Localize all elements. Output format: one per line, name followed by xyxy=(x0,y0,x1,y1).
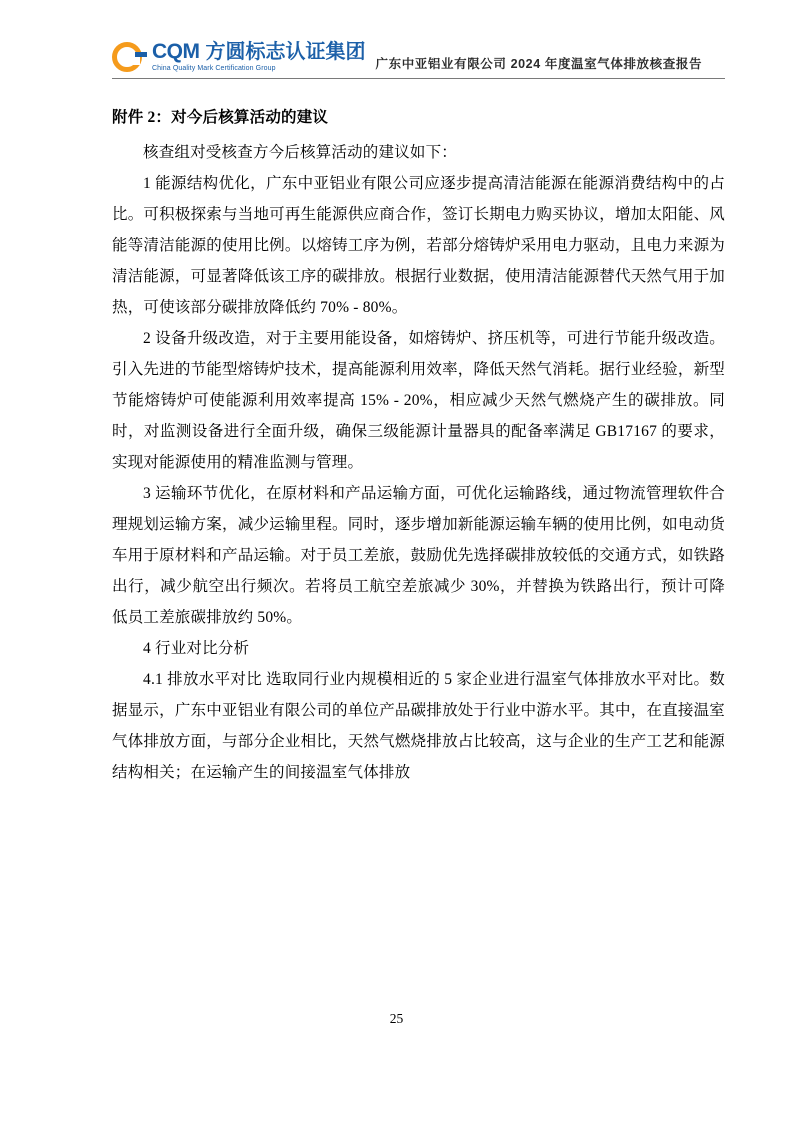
logo-company-en: China Quality Mark Certification Group xyxy=(152,65,276,73)
logo-abbr: CQM xyxy=(152,40,200,64)
logo-company-cn: 方圆标志认证集团 xyxy=(205,41,366,64)
running-title: 广东中亚铝业有限公司 2024 年度温室气体排放核查报告 xyxy=(375,57,703,71)
header-divider xyxy=(112,78,725,79)
subsection-heading-4: 4 行业对比分析 xyxy=(143,640,250,657)
page-number: 25 xyxy=(389,1011,404,1026)
cqm-logo xyxy=(112,40,366,74)
section-title: 附件 2：对今后核算活动的建议 xyxy=(112,109,329,126)
paragraph-intro: 核查组对受核查方今后核算活动的建议如下： xyxy=(143,144,458,161)
paragraph-2: 2 设备升级改造，对于主要用能设备，如熔铸炉、挤压机等，可进行节能升级改造。引入先进的节能型熔铸炉技术，提高能源利用效率，降低天然气消耗。据行业经验，新型节能熔铸炉可使能源利用效率提高 15% - 20%，相应减少天然气燃烧产生的碳排放。同时，对监测设备进行全面升级，确保三级能源计量器具的配备率满足 GB17167 的要求，实现对能源使用的精准监测与管理。 xyxy=(112,330,725,471)
paragraph-1: 1 能源结构优化，广东中亚铝业有限公司应逐步提高清洁能源在能源消费结构中的占比。可积极探索与当地可再生能源供应商合作，签订长期电力购买协议，增加太阳能、风能等清洁能源的使用比例。以熔铸工序为例，若部分熔铸炉采用电力驱动，且电力来源为清洁能源，可显著降低该工序的碳排放。根据行业数据，使用清洁能源替代天然气用于加热，可使该部分碳排放降低约 70% - 80%。 xyxy=(112,175,725,316)
paragraph-4-1: 4.1 排放水平对比 选取同行业内规模相近的 5 家企业进行温室气体排放水平对比。数据显示，广东中亚铝业有限公司的单位产品碳排放处于行业中游水平。其中，在直接温室气体排放方面，与部分企业相比，天然气燃烧排放占比较高，这与企业的生产工艺和能源结构相关；在运输产生的间接温室气体排放 xyxy=(112,671,725,781)
page-header xyxy=(112,26,725,78)
document-body xyxy=(112,96,725,788)
cqm-logo-mark-icon xyxy=(112,40,146,74)
paragraph-3: 3 运输环节优化，在原材料和产品运输方面，可优化运输路线，通过物流管理软件合理规划运输方案，减少运输里程。同时，逐步增加新能源运输车辆的使用比例，如电动货车用于原材料和产品运输。对于员工差旅，鼓励优先选择碳排放较低的交通方式，如铁路出行，减少航空出行频次。若将员工航空差旅减少 30%，并替换为铁路出行，预计可降低员工差旅碳排放约 50%。 xyxy=(112,485,725,626)
